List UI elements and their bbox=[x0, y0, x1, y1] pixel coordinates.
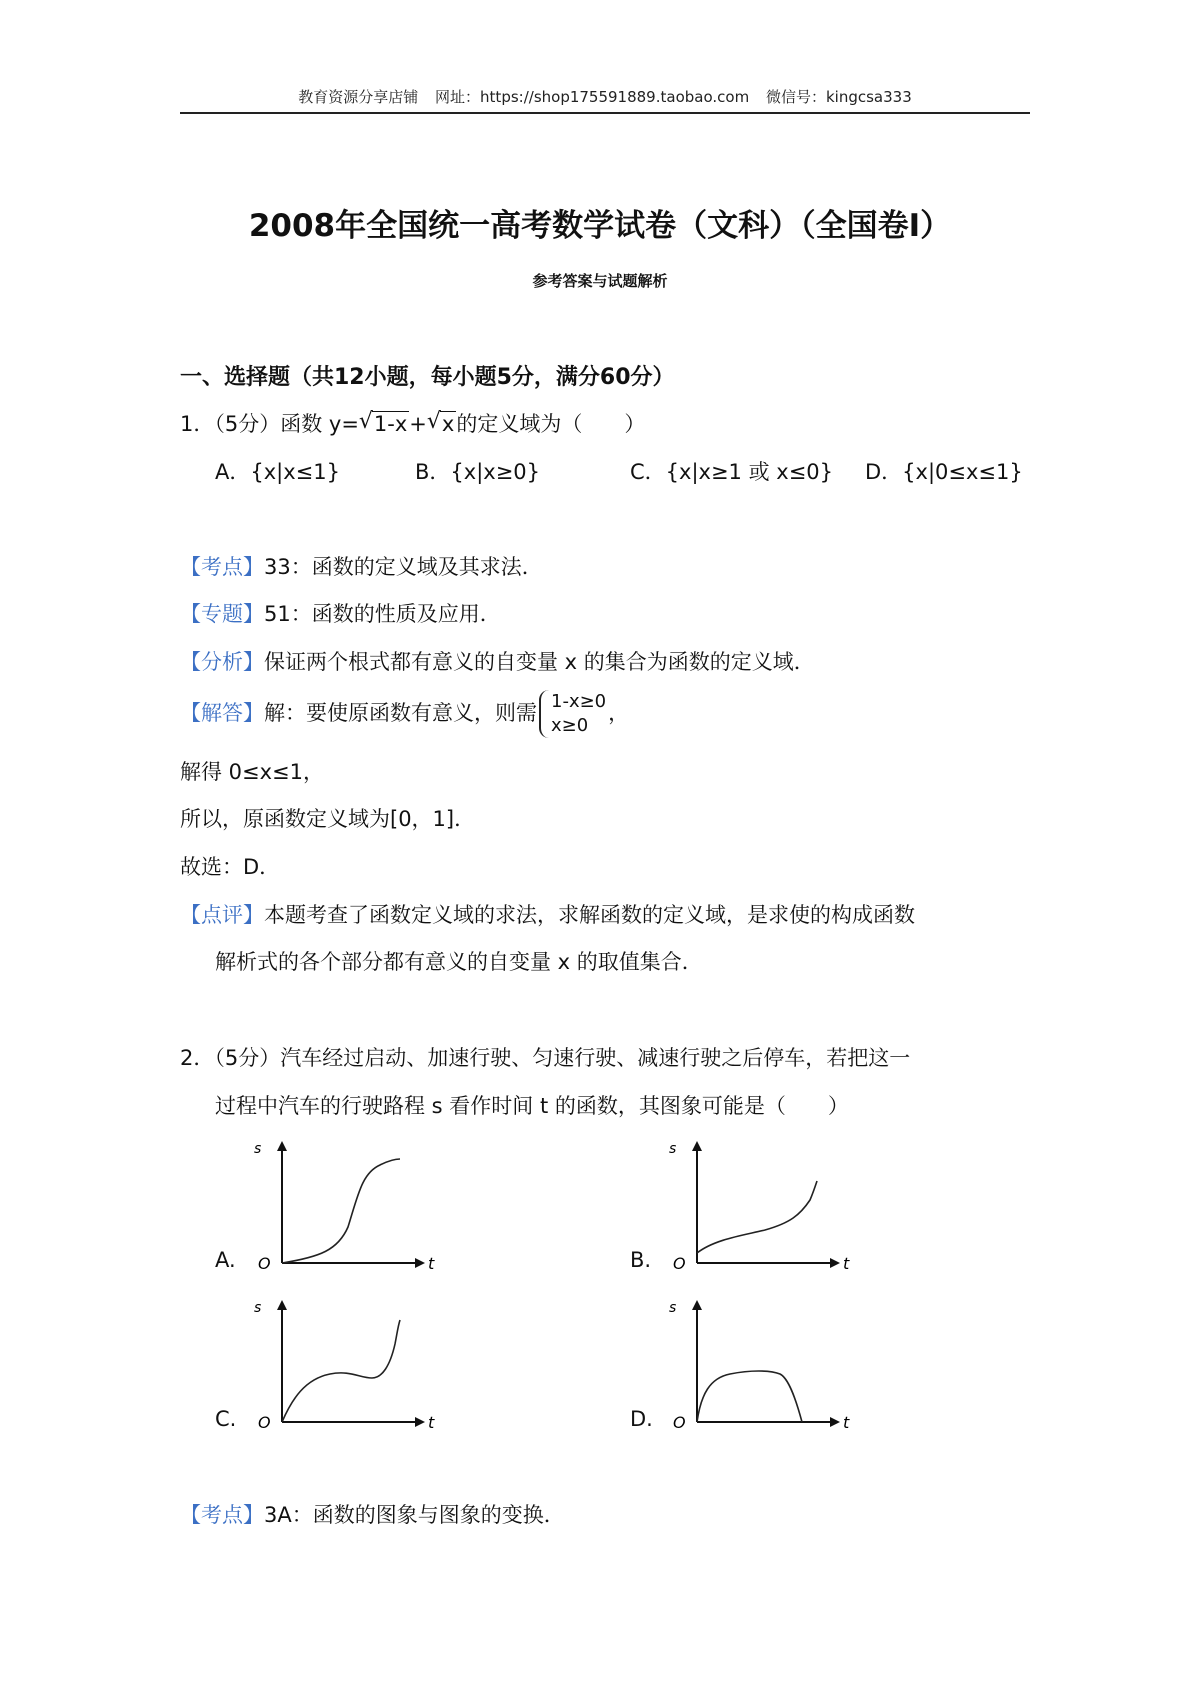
graph-b-x-arrow bbox=[830, 1258, 840, 1268]
q1-radicand-1: 1-x bbox=[373, 412, 408, 436]
page-subtitle: 参考答案与试题解析 bbox=[532, 272, 668, 290]
q1-zhuanti bbox=[180, 599, 501, 629]
section-title: 一、选择题（共12小题，每小题5分，满分60分） bbox=[180, 365, 675, 390]
graph-b-s-label: s bbox=[669, 1141, 677, 1157]
graph-a-y-arrow bbox=[277, 1141, 287, 1151]
q2-graph-a[interactable] bbox=[250, 1135, 450, 1270]
header-wechat: 微信号：kingcsa333 bbox=[765, 88, 912, 106]
q1-dianping-tag: 【点评】 bbox=[180, 903, 264, 927]
q1-plus: + bbox=[409, 412, 427, 436]
q1-option-b[interactable]: B．{x|x≥0} bbox=[415, 460, 541, 484]
q1-choose-line: 故选：D． bbox=[180, 855, 281, 879]
graph-b-curve bbox=[697, 1181, 817, 1253]
q1-solve-line: 解得 0≤x≤1， bbox=[180, 760, 325, 784]
q1-option-d[interactable]: D．{x|0≤x≤1} bbox=[865, 460, 1023, 484]
q1-jieda-tag: 【解答】 bbox=[180, 701, 264, 725]
graph-c-x-arrow bbox=[415, 1417, 425, 1427]
graph-d-x-arrow bbox=[830, 1417, 840, 1427]
graph-d-s-label: s bbox=[669, 1300, 677, 1316]
q2-graph-b[interactable] bbox=[665, 1135, 865, 1270]
q2-option-a-label[interactable]: A. bbox=[215, 1248, 236, 1272]
graph-a-t-label: t bbox=[428, 1254, 435, 1270]
q1-kaodian bbox=[180, 552, 543, 582]
q1-dianping-cont: 解析式的各个部分都有意义的自变量 x 的取值集合． bbox=[215, 950, 703, 974]
graph-d-origin: O bbox=[673, 1413, 686, 1429]
graph-a-curve bbox=[282, 1159, 400, 1263]
q1-kaodian-text: 33：函数的定义域及其求法． bbox=[264, 555, 543, 579]
q1-jieda-text: 解：要使原函数有意义，则需 bbox=[264, 701, 537, 725]
q1-inequality-system bbox=[539, 690, 606, 738]
graph-a-origin: O bbox=[258, 1254, 271, 1270]
q2-kaodian bbox=[180, 1500, 565, 1530]
q2-graph-c[interactable] bbox=[250, 1294, 450, 1429]
q1-kaodian-tag: 【考点】 bbox=[180, 555, 264, 579]
q1-so-line: 所以，原函数定义域为[0，1]． bbox=[180, 807, 476, 831]
q1-stem-suffix: 的定义域为（ ） bbox=[456, 412, 646, 436]
header-site[interactable]: 网址：https://shop175591889.taobao.com bbox=[435, 88, 750, 106]
q1-sqrt-2 bbox=[427, 409, 456, 439]
q1-dianping-1: 本题考查了函数定义域的求法，求解函数的定义域，是求使的构成函数 bbox=[264, 903, 915, 927]
q2-kaodian-tag: 【考点】 bbox=[180, 1503, 264, 1527]
graph-b-origin: O bbox=[673, 1254, 686, 1270]
q1-inequality-2: x≥0 bbox=[551, 715, 589, 736]
graph-c-y-arrow bbox=[277, 1300, 287, 1310]
q1-stem bbox=[180, 409, 645, 439]
graph-d-curve bbox=[697, 1371, 802, 1422]
q1-radicand-2: x bbox=[441, 412, 455, 436]
q2-option-d-label[interactable]: D. bbox=[630, 1407, 653, 1431]
q1-option-a[interactable]: A．{x|x≤1} bbox=[215, 460, 340, 484]
q2-kaodian-text: 3A：函数的图象与图象的变换． bbox=[264, 1503, 565, 1527]
page-title: 2008年全国统一高考数学试卷（文科）（全国卷Ⅰ） bbox=[248, 208, 952, 244]
q1-fenxi-tag: 【分析】 bbox=[180, 650, 264, 674]
graph-d-t-label: t bbox=[843, 1413, 850, 1429]
q1-zhuanti-tag: 【专题】 bbox=[180, 602, 264, 626]
q1-jieda bbox=[180, 690, 629, 738]
graph-d-y-arrow bbox=[692, 1300, 702, 1310]
q2-stem-2: 过程中汽车的行驶路程 s 看作时间 t 的函数，其图象可能是（ ） bbox=[215, 1094, 849, 1118]
graph-c-curve bbox=[282, 1320, 400, 1422]
graph-a-x-arrow bbox=[415, 1258, 425, 1268]
header-shop: 教育资源分享店铺 bbox=[298, 88, 419, 106]
graph-a-s-label: s bbox=[254, 1141, 262, 1157]
graph-b-t-label: t bbox=[843, 1254, 850, 1270]
q1-option-c[interactable]: C．{x|x≥1 或 x≤0} bbox=[630, 460, 834, 484]
page-header bbox=[180, 86, 1030, 107]
q2-graph-d[interactable] bbox=[665, 1294, 865, 1429]
graph-b-y-arrow bbox=[692, 1141, 702, 1151]
q2-stem-1: 2．（5分）汽车经过启动、加速行驶、匀速行驶、减速行驶之后停车，若把这一 bbox=[180, 1046, 911, 1070]
q1-sqrt-1 bbox=[359, 409, 409, 439]
graph-c-origin: O bbox=[258, 1413, 271, 1429]
q1-inequality-1: 1-x≥0 bbox=[551, 691, 607, 712]
graph-c-s-label: s bbox=[254, 1300, 262, 1316]
header-divider bbox=[180, 112, 1030, 114]
q1-fenxi-text: 保证两个根式都有意义的自变量 x 的集合为函数的定义域． bbox=[264, 650, 815, 674]
q1-jieda-end: ， bbox=[608, 701, 630, 725]
q1-zhuanti-text: 51：函数的性质及应用． bbox=[264, 602, 501, 626]
q1-fenxi bbox=[180, 647, 815, 677]
q1-dianping bbox=[180, 900, 915, 930]
q2-option-c-label[interactable]: C. bbox=[215, 1407, 237, 1431]
q2-option-b-label[interactable]: B. bbox=[630, 1248, 652, 1272]
q1-stem-prefix: 1．（5分）函数 y= bbox=[180, 412, 359, 436]
graph-c-t-label: t bbox=[428, 1413, 435, 1429]
